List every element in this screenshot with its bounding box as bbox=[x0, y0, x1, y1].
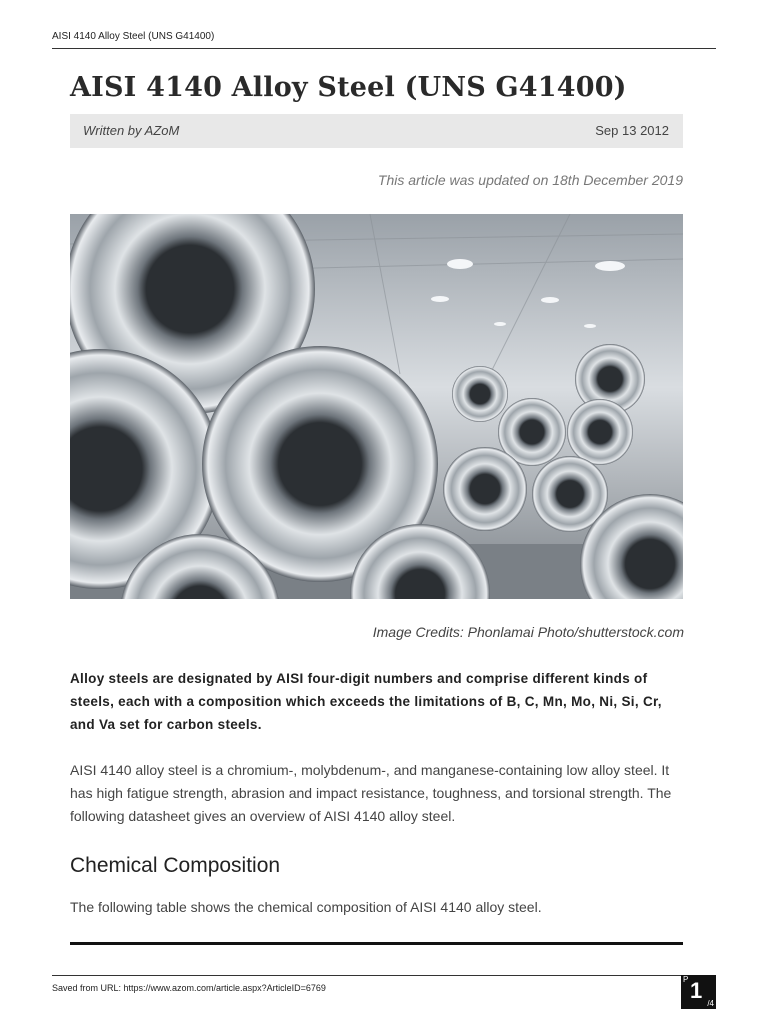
intro-paragraph: AISI 4140 alloy steel is a chromium-, molybdenum-, and manganese-containing low alloy steel. It has high fatigue strength, abrasion and impact resistance, toughness, and torsional strength. The following datasheet gives an overview of AISI 4140 alloy steel. bbox=[70, 762, 672, 824]
footer-divider bbox=[52, 975, 716, 976]
publish-date: Sep 13 2012 bbox=[595, 123, 669, 138]
byline-bar bbox=[70, 114, 683, 148]
header-divider bbox=[52, 48, 716, 49]
lead-paragraph: Alloy steels are designated by AISI four-digit numbers and comprise different kinds of steels, each with a composition which exceeds the limitations of B, C, Mn, Mo, Ni, Si, Cr, and Va set for carbon steels. bbox=[70, 671, 662, 732]
page-number: 1 bbox=[690, 978, 703, 1003]
author-byline: Written by AZoM bbox=[83, 123, 180, 138]
image-credit: Image Credits: Phonlamai Photo/shutterstock.com bbox=[372, 624, 684, 640]
page-label: P bbox=[683, 975, 689, 984]
page-indicator bbox=[681, 975, 716, 1009]
source-url: Saved from URL: https://www.azom.com/article.aspx?ArticleID=6769 bbox=[52, 983, 326, 993]
hero-image-steel-coils bbox=[70, 214, 683, 599]
section-heading-chemical-composition: Chemical Composition bbox=[70, 854, 281, 877]
table-top-border bbox=[70, 942, 683, 945]
section-intro: The following table shows the chemical composition of AISI 4140 alloy steel. bbox=[70, 899, 542, 915]
page-total: /4 bbox=[707, 999, 714, 1008]
updated-note: This article was updated on 18th December 2019 bbox=[377, 172, 683, 188]
article-title: AISI 4140 Alloy Steel (UNS G41400) bbox=[70, 72, 627, 103]
running-header: AISI 4140 Alloy Steel (UNS G41400) bbox=[52, 31, 215, 42]
